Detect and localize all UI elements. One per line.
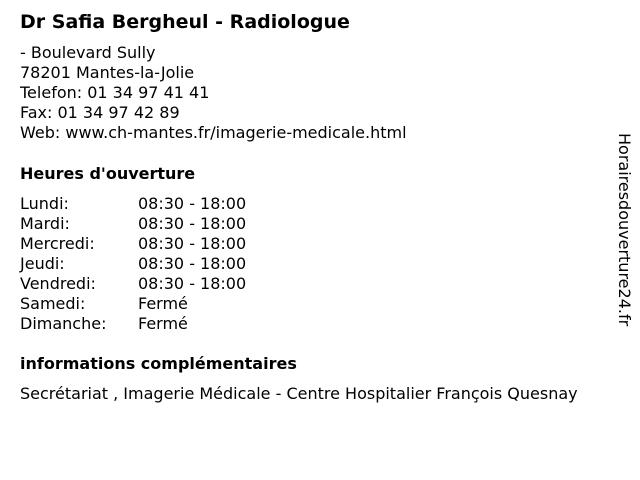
- phone-line: Telefon: 01 34 97 41 41: [20, 83, 210, 102]
- hours-value: Fermé: [138, 294, 188, 313]
- hours-row-friday: [20, 274, 246, 294]
- address-block: [20, 43, 407, 143]
- info-heading: informations complémentaires: [20, 354, 297, 373]
- city-line: 78201 Mantes-la-Jolie: [20, 63, 195, 82]
- day-label: Dimanche:: [20, 314, 107, 333]
- hours-value: Fermé: [138, 314, 188, 333]
- info-text: Secrétariat , Imagerie Médicale - Centre Hospitalier François Quesnay: [20, 384, 578, 403]
- page-title: Dr Safia Bergheul - Radiologue: [20, 11, 350, 33]
- street-line: - Boulevard Sully: [20, 43, 156, 62]
- hours-row-wednesday: [20, 234, 246, 254]
- hours-value: 08:30 - 18:00: [138, 214, 247, 233]
- hours-value: 08:30 - 18:00: [138, 254, 247, 273]
- hours-table: [20, 194, 246, 334]
- site-watermark: Horairesdouverture24.fr: [615, 133, 634, 327]
- hours-value: 08:30 - 18:00: [138, 274, 247, 293]
- day-label: Mardi:: [20, 214, 70, 233]
- fax-line: Fax: 01 34 97 42 89: [20, 103, 180, 122]
- day-label: Vendredi:: [20, 274, 96, 293]
- hours-row-saturday: [20, 294, 246, 314]
- hours-row-thursday: [20, 254, 246, 274]
- hours-value: 08:30 - 18:00: [138, 234, 247, 253]
- hours-row-monday: [20, 194, 246, 214]
- day-label: Samedi:: [20, 294, 86, 313]
- web-line: Web: www.ch-mantes.fr/imagerie-medicale.html: [20, 123, 407, 142]
- day-label: Mercredi:: [20, 234, 95, 253]
- day-label: Jeudi:: [20, 254, 65, 273]
- hours-row-tuesday: [20, 214, 246, 234]
- hours-row-sunday: [20, 314, 246, 334]
- hours-value: 08:30 - 18:00: [138, 194, 247, 213]
- day-label: Lundi:: [20, 194, 69, 213]
- hours-heading: Heures d'ouverture: [20, 164, 196, 183]
